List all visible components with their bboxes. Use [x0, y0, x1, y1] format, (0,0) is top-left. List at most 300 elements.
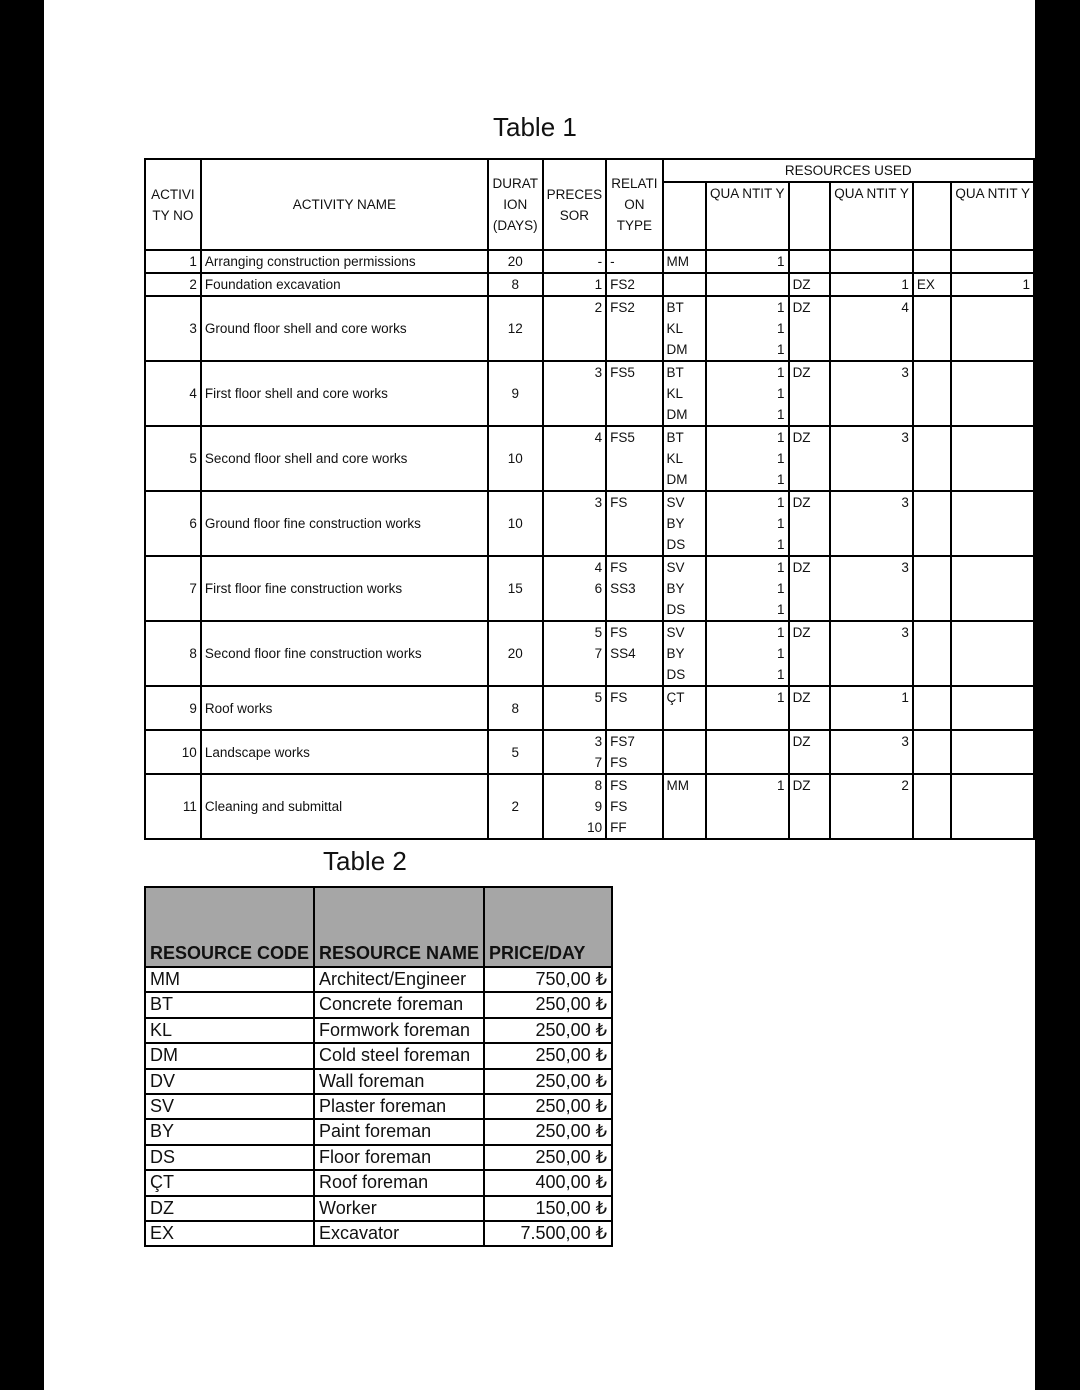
quantity-3-cell	[951, 361, 1034, 426]
resource-3-cell	[913, 556, 952, 621]
resource-price: 750,00 ₺	[484, 967, 612, 992]
header-relation-type: RELATI ON TYPE	[606, 159, 662, 250]
quantity-1: 1	[777, 365, 785, 380]
quantity-3	[955, 731, 1030, 752]
resource-2-cell	[789, 774, 831, 839]
activity-no: 10	[181, 744, 197, 760]
quantity-1	[710, 731, 785, 752]
quantity-1-cell	[706, 686, 789, 730]
header-quantity-3: QUA NTIT Y	[951, 182, 1034, 250]
resource-1: DS	[666, 667, 686, 682]
relation-type-cell	[606, 621, 662, 686]
quantity-3-cell	[951, 491, 1034, 556]
activity-no-cell	[145, 426, 201, 491]
activity-no-cell	[145, 491, 201, 556]
quantity-1: 1	[777, 472, 785, 487]
quantity-1: 1	[777, 625, 785, 640]
resource-name: Formwork foreman	[314, 1018, 484, 1043]
resource-code: DZ	[145, 1196, 314, 1221]
activity-no: 1	[189, 254, 197, 269]
relation-type-cell	[606, 426, 662, 491]
activity-duration: 8	[511, 700, 520, 716]
resource-row	[145, 1221, 612, 1246]
resource-1-cell	[663, 250, 706, 273]
quantity-1: 1	[777, 581, 785, 596]
activity-name-cell	[201, 730, 488, 774]
header-resource-3	[913, 182, 952, 250]
predecessor: 7	[594, 646, 603, 661]
activity-name: First floor shell and core works	[204, 386, 388, 401]
resource-code: MM	[145, 967, 314, 992]
resource-row	[145, 1196, 612, 1221]
resource-2-cell	[789, 491, 831, 556]
resource-2: DZ	[792, 430, 811, 445]
quantity-3: 1	[1022, 277, 1030, 292]
quantity-2-cell	[830, 361, 913, 426]
quantity-3-cell	[951, 774, 1034, 839]
resource-3-cell	[913, 491, 952, 556]
activity-table	[144, 158, 1035, 840]
resource-2-cell	[789, 730, 831, 774]
relation-type-cell	[606, 556, 662, 621]
activity-name-cell	[201, 774, 488, 839]
quantity-2-cell	[830, 426, 913, 491]
relation-type: FS	[610, 625, 628, 640]
resource-3-cell	[913, 730, 952, 774]
quantity-1-cell	[706, 296, 789, 361]
predecessor-cell	[543, 686, 607, 730]
resource-2-cell	[789, 273, 831, 296]
header-activity-name: ACTIVITY NAME	[201, 159, 488, 250]
activity-duration: 8	[511, 277, 520, 292]
quantity-1-cell	[706, 774, 789, 839]
activity-duration-cell	[488, 730, 543, 774]
predecessor-cell	[543, 250, 607, 273]
activity-no-cell	[145, 250, 201, 273]
quantity-2-cell	[830, 556, 913, 621]
predecessor: 3	[594, 734, 603, 749]
predecessor: 1	[594, 277, 603, 292]
activity-duration: 10	[507, 451, 523, 466]
header-duration: DURAT ION (DAYS)	[488, 159, 543, 250]
activity-duration-cell	[488, 250, 543, 273]
quantity-1-cell	[706, 491, 789, 556]
quantity-2: 1	[901, 277, 909, 292]
relation-type-cell	[606, 250, 662, 273]
activity-no-cell	[145, 556, 201, 621]
resource-price: 250,00 ₺	[484, 1069, 612, 1094]
header-resource-1	[663, 182, 706, 250]
resource-1-cell	[663, 491, 706, 556]
activity-name-cell	[201, 556, 488, 621]
quantity-3	[955, 492, 1030, 513]
resource-3	[917, 687, 948, 708]
predecessor: 6	[594, 581, 603, 596]
resource-2: DZ	[792, 560, 811, 575]
header-quantity-1: QUA NTIT Y	[706, 182, 789, 250]
predecessor: 8	[594, 778, 603, 793]
predecessor-cell	[543, 491, 607, 556]
resource-3-cell	[913, 774, 952, 839]
quantity-1: 1	[777, 407, 785, 422]
quantity-3-cell	[951, 556, 1034, 621]
resource-price: 250,00 ₺	[484, 1018, 612, 1043]
relation-type: FF	[610, 820, 627, 835]
predecessor: 4	[594, 560, 603, 575]
header-predecessor: PRECES SOR	[543, 159, 607, 250]
resource-row	[145, 1018, 612, 1043]
relation-type: FS	[610, 755, 628, 770]
quantity-1: 1	[777, 386, 785, 401]
quantity-1: 1	[777, 667, 785, 682]
activity-row	[145, 686, 1034, 730]
header-activity-no: ACTIVI TY NO	[145, 159, 201, 250]
activity-no: 11	[182, 799, 197, 814]
relation-type-cell	[606, 296, 662, 361]
activity-name: Ground floor shell and core works	[204, 321, 407, 336]
resource-3-cell	[913, 426, 952, 491]
resource-1: BT	[666, 430, 684, 445]
quantity-2: 2	[901, 778, 909, 793]
activity-name: Landscape works	[204, 744, 310, 760]
resource-table-body	[145, 967, 612, 1246]
resource-2	[793, 251, 827, 272]
header-resource-2	[789, 182, 831, 250]
resource-1: MM	[666, 778, 690, 793]
resource-1: BY	[666, 581, 685, 596]
resource-2: DZ	[792, 778, 811, 793]
relation-type: FS2	[610, 277, 635, 292]
resource-code: BT	[145, 992, 314, 1017]
resource-1: DM	[666, 342, 688, 357]
activity-duration-cell	[488, 426, 543, 491]
activity-no-cell	[145, 621, 201, 686]
relation-type: FS5	[610, 430, 635, 445]
activity-table-body	[145, 250, 1034, 839]
predecessor-cell	[543, 774, 607, 839]
quantity-1: 1	[777, 560, 785, 575]
resource-name: Floor foreman	[314, 1145, 484, 1170]
predecessor-cell	[543, 361, 607, 426]
predecessor: 5	[594, 690, 603, 705]
quantity-2-cell	[830, 491, 913, 556]
resource-1: BT	[666, 300, 684, 315]
activity-name: First floor fine construction works	[204, 581, 403, 596]
activity-no: 6	[189, 516, 197, 531]
resource-3	[917, 297, 948, 318]
quantity-3	[955, 427, 1030, 448]
resource-2-cell	[789, 426, 831, 491]
resource-1	[667, 274, 702, 295]
resource-code: SV	[145, 1094, 314, 1119]
activity-row	[145, 426, 1034, 491]
relation-type: FS	[610, 799, 628, 814]
resource-3-cell	[913, 361, 952, 426]
resource-code: DS	[145, 1145, 314, 1170]
quantity-3	[955, 687, 1030, 708]
resource-2-cell	[789, 361, 831, 426]
quantity-2: 3	[901, 365, 909, 380]
quantity-1: 1	[777, 602, 785, 617]
activity-duration-cell	[488, 273, 543, 296]
resource-name: Excavator	[314, 1221, 484, 1246]
resource-1: ÇT	[666, 690, 685, 705]
resource-price: 400,00 ₺	[484, 1170, 612, 1195]
resource-3: EX	[916, 277, 935, 292]
resource-code: EX	[145, 1221, 314, 1246]
activity-duration-cell	[488, 621, 543, 686]
predecessor: 10	[587, 820, 603, 835]
activity-duration-cell	[488, 686, 543, 730]
quantity-2-cell	[830, 686, 913, 730]
resource-name: Architect/Engineer	[314, 967, 484, 992]
quantity-1: 1	[777, 495, 785, 510]
quantity-1: 1	[777, 254, 785, 269]
resource-row	[145, 1043, 612, 1068]
activity-row	[145, 273, 1034, 296]
resource-3-cell	[913, 621, 952, 686]
predecessor: 7	[594, 755, 603, 770]
resource-1: DM	[666, 472, 688, 487]
resource-name: Worker	[314, 1196, 484, 1221]
quantity-1-cell	[706, 730, 789, 774]
resource-1-cell	[663, 361, 706, 426]
activity-name-cell	[201, 361, 488, 426]
quantity-2: 3	[901, 430, 909, 445]
activity-name-cell	[201, 250, 488, 273]
activity-name-cell	[201, 296, 488, 361]
activity-name-cell	[201, 491, 488, 556]
resource-name: Plaster foreman	[314, 1094, 484, 1119]
quantity-3-cell	[951, 273, 1034, 296]
resource-3	[917, 251, 948, 272]
activity-duration: 10	[507, 516, 523, 531]
activity-row	[145, 296, 1034, 361]
resource-price: 7.500,00 ₺	[484, 1221, 612, 1246]
activity-duration-cell	[488, 556, 543, 621]
predecessor: 9	[594, 799, 603, 814]
quantity-2-cell	[830, 621, 913, 686]
resource-3-cell	[913, 250, 952, 273]
resource-2-cell	[789, 621, 831, 686]
quantity-2-cell	[830, 250, 913, 273]
resource-1-cell	[663, 426, 706, 491]
activity-no: 5	[189, 451, 197, 466]
quantity-3-cell	[951, 686, 1034, 730]
resource-name: Paint foreman	[314, 1119, 484, 1144]
activity-duration-cell	[488, 361, 543, 426]
quantity-3	[955, 297, 1030, 318]
activity-duration: 12	[507, 321, 523, 336]
relation-type-cell	[606, 361, 662, 426]
resource-table	[144, 886, 613, 1247]
activity-duration: 15	[507, 581, 523, 596]
relation-type-cell	[606, 686, 662, 730]
resource-1: KL	[666, 386, 684, 401]
predecessor-cell	[543, 273, 607, 296]
resource-2: DZ	[792, 495, 811, 510]
header-resource-name: RESOURCE NAME	[314, 887, 484, 967]
quantity-2: 3	[901, 734, 909, 749]
resource-2-cell	[789, 556, 831, 621]
relation-type-cell	[606, 730, 662, 774]
activity-row	[145, 491, 1034, 556]
resource-code: DV	[145, 1069, 314, 1094]
resource-price: 250,00 ₺	[484, 1119, 612, 1144]
activity-duration: 9	[511, 386, 520, 401]
relation-type: FS	[610, 690, 628, 705]
activity-no: 3	[189, 321, 197, 336]
activity-duration-cell	[488, 296, 543, 361]
relation-type: FS	[610, 495, 628, 510]
quantity-2-cell	[830, 296, 913, 361]
relation-type: FS2	[610, 300, 635, 315]
quantity-1: 1	[777, 451, 785, 466]
resource-name: Concrete foreman	[314, 992, 484, 1017]
resource-2: DZ	[792, 734, 811, 749]
activity-no-cell	[145, 730, 201, 774]
activity-name: Roof works	[204, 700, 273, 716]
quantity-1: 1	[777, 537, 785, 552]
activity-name: Second floor shell and core works	[204, 451, 408, 466]
resource-price: 250,00 ₺	[484, 1043, 612, 1068]
activity-row	[145, 361, 1034, 426]
relation-type: FS	[610, 560, 628, 575]
resource-name: Wall foreman	[314, 1069, 484, 1094]
activity-no: 7	[189, 581, 197, 596]
resource-2: DZ	[792, 625, 811, 640]
resource-row	[145, 1145, 612, 1170]
quantity-3	[955, 362, 1030, 383]
resource-row	[145, 1119, 612, 1144]
quantity-3-cell	[951, 621, 1034, 686]
resource-1: DM	[666, 407, 688, 422]
resource-1: KL	[666, 321, 684, 336]
quantity-1: 1	[777, 321, 785, 336]
resource-3	[917, 492, 948, 513]
quantity-2: 1	[901, 690, 909, 705]
predecessor: 2	[594, 300, 603, 315]
quantity-2-cell	[830, 730, 913, 774]
activity-duration: 2	[511, 799, 520, 814]
quantity-2: 3	[901, 560, 909, 575]
quantity-2: 3	[901, 625, 909, 640]
predecessor: 4	[594, 430, 603, 445]
predecessor: 3	[594, 495, 603, 510]
resource-row	[145, 1170, 612, 1195]
activity-no-cell	[145, 686, 201, 730]
resource-2-cell	[789, 296, 831, 361]
resource-1	[667, 731, 702, 752]
activity-no-cell	[145, 361, 201, 426]
resource-row	[145, 1069, 612, 1094]
relation-type: FS5	[610, 365, 635, 380]
activity-no: 8	[189, 646, 197, 661]
quantity-2: 4	[901, 300, 909, 315]
resource-1: MM	[666, 254, 690, 269]
quantity-1: 1	[777, 516, 785, 531]
resource-price: 150,00 ₺	[484, 1196, 612, 1221]
resource-1: SV	[666, 495, 685, 510]
quantity-1-cell	[706, 273, 789, 296]
resource-1-cell	[663, 686, 706, 730]
resource-1: BT	[666, 365, 684, 380]
relation-type-cell	[606, 273, 662, 296]
activity-row	[145, 730, 1034, 774]
relation-type: FS	[610, 778, 628, 793]
resource-1: KL	[666, 451, 684, 466]
resource-1-cell	[663, 730, 706, 774]
predecessor: -	[597, 254, 603, 269]
resource-1-cell	[663, 556, 706, 621]
resource-name: Cold steel foreman	[314, 1043, 484, 1068]
quantity-1: 1	[777, 430, 785, 445]
quantity-3-cell	[951, 730, 1034, 774]
activity-name-cell	[201, 273, 488, 296]
quantity-1: 1	[777, 300, 785, 315]
relation-type: SS3	[610, 581, 636, 596]
resource-row	[145, 992, 612, 1017]
resource-3-cell	[913, 686, 952, 730]
resource-price: 250,00 ₺	[484, 1094, 612, 1119]
relation-type: -	[610, 254, 615, 269]
predecessor-cell	[543, 296, 607, 361]
resource-1: DS	[666, 602, 686, 617]
resource-1: SV	[666, 625, 685, 640]
activity-duration-cell	[488, 491, 543, 556]
resource-row	[145, 1094, 612, 1119]
resource-price: 250,00 ₺	[484, 992, 612, 1017]
resource-1-cell	[663, 296, 706, 361]
quantity-3	[955, 251, 1030, 272]
resource-3	[917, 427, 948, 448]
resource-1: BY	[666, 646, 685, 661]
resource-1: SV	[666, 560, 685, 575]
activity-name-cell	[201, 621, 488, 686]
activity-name: Second floor fine construction works	[204, 646, 422, 661]
quantity-1	[710, 274, 785, 295]
resource-3	[917, 775, 948, 796]
quantity-3	[955, 775, 1030, 796]
resource-row	[145, 967, 612, 992]
table1-title: Table 1	[493, 112, 577, 142]
relation-type: FS7	[610, 734, 635, 749]
activity-name: Cleaning and submittal	[204, 799, 343, 814]
header-price-day: PRICE/DAY	[484, 887, 612, 967]
quantity-1: 1	[777, 646, 785, 661]
resource-code: ÇT	[145, 1170, 314, 1195]
resource-name: Roof foreman	[314, 1170, 484, 1195]
activity-duration: 20	[507, 646, 523, 661]
predecessor: 3	[594, 365, 603, 380]
activity-row	[145, 556, 1034, 621]
quantity-3	[955, 557, 1030, 578]
resource-3	[917, 622, 948, 643]
quantity-1-cell	[706, 250, 789, 273]
activity-duration-cell	[488, 774, 543, 839]
quantity-3-cell	[951, 296, 1034, 361]
quantity-1-cell	[706, 361, 789, 426]
quantity-3-cell	[951, 250, 1034, 273]
resource-1-cell	[663, 774, 706, 839]
resource-2: DZ	[792, 300, 811, 315]
quantity-1: 1	[777, 342, 785, 357]
resource-code: KL	[145, 1018, 314, 1043]
activity-name: Arranging construction permissions	[204, 254, 416, 269]
activity-duration: 5	[511, 744, 520, 760]
resource-3	[917, 731, 948, 752]
resource-2: DZ	[792, 365, 811, 380]
